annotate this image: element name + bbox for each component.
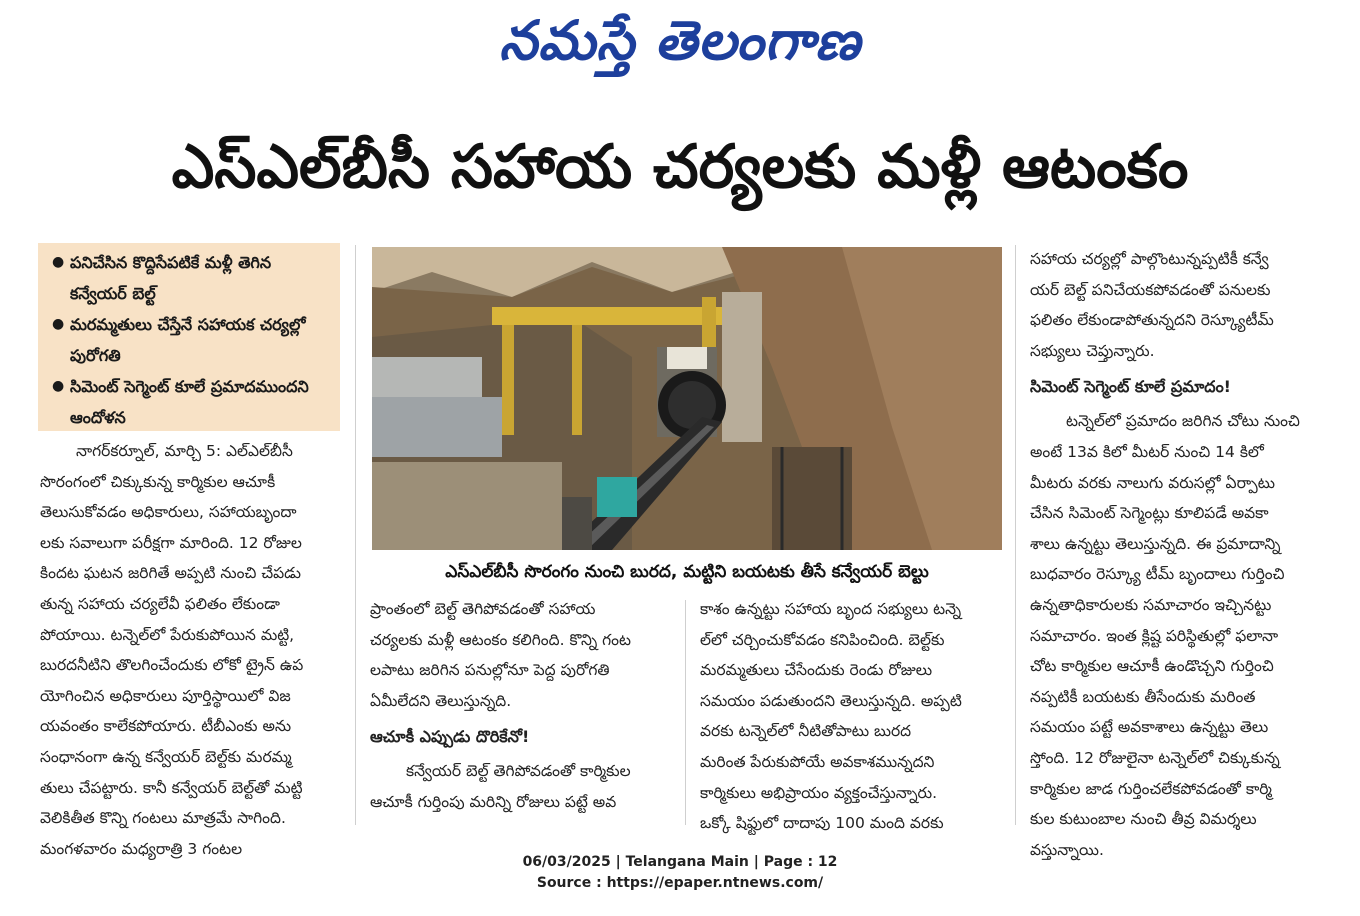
- text-line: స్తోంది. 12 రోజులైనా టన్నెల్‌లో చిక్కుకున్న: [1030, 748, 1280, 767]
- text-line: టన్నెల్‌లో ప్రమాదం జరిగిన చోటు నుంచి: [1066, 412, 1300, 431]
- highlight-item: ● సిమెంట్ సెగ్మెంట్ కూలే ప్రమాదముందని ఆందోళన: [52, 371, 332, 433]
- text-line: కార్మికుల జాడ గుర్తించలేకపోవడంతో కార్మి: [1030, 779, 1272, 798]
- text-line: బురదనీటిని తొలగించేందుకు లోకో ట్రైన్ ఉప: [40, 656, 304, 675]
- text-line: తెలుసుకోవడం అధికారులు, సహాయబృందా: [40, 503, 297, 522]
- text-line: లకు సవాలుగా పరీక్షగా మారింది. 12 రోజుల: [40, 533, 302, 552]
- text-line: మీటరు వరకు నాలుగు వరుసల్లో ఏర్పాటు: [1030, 473, 1276, 492]
- text-line: సమాచారం. ఇంత క్లిష్ట పరిస్థితుల్లో ఫలానా: [1030, 626, 1279, 645]
- article-column-3: [700, 594, 1000, 839]
- text-line: తున్న సహాయ చర్యలేవీ ఫలితం లేకుండా: [40, 594, 280, 613]
- column-rule: [685, 600, 686, 825]
- text-line: కార్మికులు అభిప్రాయం వ్యక్తంచేస్తున్నారు.: [700, 783, 938, 802]
- text-line: చోట కార్మికుల ఆచూకీ ఉండొచ్చని గుర్తించి: [1030, 657, 1274, 676]
- text-line: తులు చేపట్టారు. కానీ కన్వేయర్ బెల్ట్‌తో మట్టి: [40, 778, 303, 797]
- text-line: యోగించిన అధికారులు పూర్తిస్థాయిలో విజ: [40, 686, 291, 705]
- article-column-2: [370, 594, 670, 818]
- page-footer: [0, 852, 1360, 894]
- text-line: లపాటు జరిగిన పనుల్లోనూ పెద్ద పురోగతి: [370, 661, 610, 680]
- text-line: సొరంగంలో చిక్కుకున్న కార్మికుల ఆచూకీ: [40, 472, 276, 491]
- column-rule: [355, 245, 356, 825]
- text-line: సంధానంగా ఉన్న కన్వేయర్ బెల్ట్‌కు మరమ్మ: [40, 747, 292, 766]
- text-line: నప్పటికీ బయటకు తీసేందుకు మరింత: [1030, 687, 1256, 706]
- headline: ఎస్ఎల్‌బీసీ సహాయ చర్యలకు మళ్లీ ఆటంకం: [171, 132, 1189, 202]
- text-line: యవంతం కాలేకపోయారు. టీబీఎంకు అను: [40, 717, 292, 736]
- text-line: సమయం పట్టే అవకాశాలు ఉన్నట్టు తెలు: [1030, 718, 1269, 737]
- text-line: చర్యలకు మళ్లీ ఆటంకం కలిగింది. కొన్ని గంట: [370, 630, 631, 649]
- text-line: మరింత పేరుకుపోయే అవకాశమున్నదని: [700, 752, 935, 771]
- highlight-item: ● మరమ్మతులు చేస్తేనే సహాయక చర్యల్లో పురోగతి: [52, 309, 332, 371]
- text-line: అంటే 13వ కిలో మీటర్ నుంచి 14 కిలో: [1030, 442, 1264, 461]
- news-photo: [372, 247, 1002, 550]
- text-line: వరకు టన్నెల్‌లో నీటితోపాటు బురద: [700, 722, 912, 741]
- text-line: పోయాయి. టన్నెల్‌లో పేరుకుపోయిన మట్టి,: [40, 625, 295, 644]
- tunnel-photo-image: [372, 247, 1002, 550]
- text-line: ఆచూకీ గుర్తింపు మరిన్ని రోజులు పట్టే అవ: [370, 792, 617, 811]
- highlight-item: ● పనిచేసిన కొద్దిసేపటికే మళ్లీ తెగిన కన్వేయర్ బెల్ట్: [52, 247, 332, 309]
- highlights-box: [38, 243, 340, 431]
- text-line: కుల కుటుంబాల నుంచి తీవ్ర విమర్శలు: [1030, 810, 1257, 829]
- text-line: వస్తున్నాయి.: [1030, 840, 1104, 859]
- bullet-icon: ●: [52, 378, 65, 394]
- section-subhead: సిమెంట్ సెగ్మెంట్ కూలే ప్రమాదం!: [1030, 377, 1231, 397]
- text-line: ఉన్నతాధికారులకు సమాచారం ఇచ్చినట్టు: [1030, 595, 1272, 614]
- text-line: నాగర్‌కర్నూల్, మార్చి 5: ఎల్ఎల్‌బీసీ: [76, 442, 293, 460]
- text-line: చేసిన సిమెంట్ సెగ్మెంట్లు కూలిపడే అవకా: [1030, 504, 1269, 523]
- text-line: ల్‌లో చర్చించుకోవడం కనిపించింది. బెల్ట్‌కు: [700, 630, 945, 649]
- text-line: ఏమీలేదని తెలుస్తున్నది.: [370, 691, 512, 710]
- text-line: వెలికితీత కొన్ని గంటలు మాత్రమే సాగింది.: [40, 809, 286, 828]
- section-subhead: ఆచూకీ ఎప్పుడు దొరికేనో!: [370, 727, 530, 747]
- article-column-4: [1030, 244, 1320, 865]
- text-line: ప్రాంతంలో బెల్ట్ తెగిపోవడంతో సహాయ: [370, 600, 596, 618]
- text-line: ఫలితం లేకుండాపోతున్నదని రెస్క్యూటీమ్: [1030, 311, 1274, 330]
- photo-caption: ఎస్ఎల్‌బీసీ సొరంగం నుంచి బురద, మట్టిని బయటకు తీసే కన్వేయర్ బెల్టు: [445, 562, 929, 582]
- text-line: శాలు ఉన్నట్టు తెలుస్తున్నది. ఈ ప్రమాదాన్ని: [1030, 534, 1281, 553]
- text-line: కిందట ఘటన జరిగితే అప్పటి నుంచి చేపడు: [40, 564, 301, 583]
- text-line: ఒక్కో షిఫ్టులో దాదాపు 100 మంది వరకు: [700, 814, 944, 833]
- text-line: కాశం ఉన్నట్టు సహాయ బృంద సభ్యులు టన్నె: [700, 600, 962, 618]
- masthead-logo: నమస్తే తెలంగాణ: [499, 9, 861, 72]
- text-line: కన్వేయర్ బెల్ట్ తెగిపోవడంతో కార్మికుల: [406, 762, 631, 781]
- footer-date-page: 06/03/2025 | Telangana Main | Page : 12: [522, 854, 838, 870]
- text-line: సభ్యులు చెప్తున్నారు.: [1030, 341, 1155, 360]
- bullet-icon: ●: [52, 254, 65, 270]
- text-line: మరమ్మతులు చేసేందుకు రెండు రోజులు: [700, 661, 933, 680]
- text-line: సమయం పడుతుందని తెలుస్తున్నది. అప్పటి: [700, 691, 962, 710]
- text-line: మంగళవారం మధ్యరాత్రి 3 గంటల: [40, 839, 243, 858]
- column-rule: [1015, 245, 1016, 825]
- article-column-1: [40, 436, 340, 864]
- text-line: యర్ బెల్ట్ పనిచేయకపోవడంతో పనులకు: [1030, 280, 1271, 299]
- text-line: సహాయ చర్యల్లో పాల్గొంటున్నప్పటికీ కన్వే: [1030, 250, 1269, 268]
- text-line: బుధవారం రెస్క్యూ టీమ్ బృందాలు గుర్తించి: [1030, 565, 1285, 584]
- bullet-icon: ●: [52, 316, 65, 332]
- footer-source-link[interactable]: Source : https://epaper.ntnews.com/: [536, 875, 824, 891]
